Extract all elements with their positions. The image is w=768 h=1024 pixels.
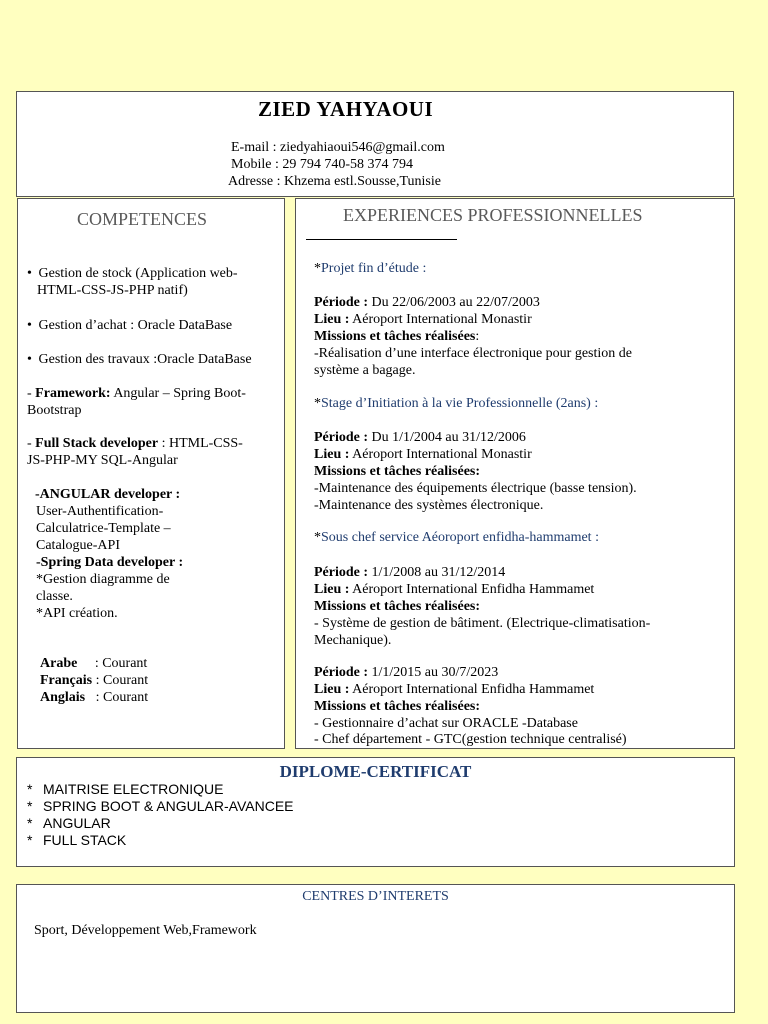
mobile-value: 29 794 740-58 374 794 (282, 157, 414, 172)
exp-3-lieu: Lieu : Aéroport International Enfidha Hammamet (314, 582, 595, 597)
experiences-title: EXPERIENCES PROFESSIONNELLES (343, 205, 643, 225)
bullet-icon: • (27, 318, 32, 333)
address-line: Adresse : Khzema estl.Sousse,Tunisie (228, 174, 441, 189)
exp-1-mission-2: système a bagage. (314, 363, 416, 378)
exp-3-title: *Sous chef service Aéoroport enfidha-hammamet : (314, 530, 599, 545)
exp-3-missions-label: Missions et tâches réalisées: (314, 599, 481, 614)
diplome-item: * MAITRISE ELECTRONIQUE (27, 781, 224, 797)
bullet-icon: • (27, 352, 32, 367)
exp-4-lieu: Lieu : Aéroport International Enfidha Hammamet (314, 682, 595, 697)
exp-1-title: *Projet fin d’étude : (314, 261, 427, 276)
title-underline (306, 239, 457, 240)
email-line: E-mail : ziedyahiaoui546@gmail.com (231, 140, 445, 155)
skill-fullstack-cont: JS-PHP-MY SQL-Angular (27, 453, 178, 468)
exp-4-mission-2: - Chef département - GTC(gestion technique centralisé) (314, 732, 627, 747)
exp-2-title: *Stage d’Initiation à la vie Professionnelle (2ans) : (314, 396, 599, 411)
experiences-box (295, 198, 735, 749)
angular-label: -ANGULAR developer : (35, 487, 181, 502)
skill-framework: - Framework: Angular – Spring Boot- (27, 386, 246, 401)
address-value: Khzema estl.Sousse,Tunisie (284, 174, 441, 189)
email-value: ziedyahiaoui546@gmail.com (280, 140, 445, 155)
exp-1-lieu: Lieu : Aéroport International Monastir (314, 312, 532, 327)
spring-line-3: *API création. (36, 606, 118, 621)
exp-2-period: Période : Du 1/1/2004 au 31/12/2006 (314, 430, 526, 445)
asterisk-icon: * (27, 815, 33, 831)
header-box (16, 91, 734, 197)
skill-fullstack: - Full Stack developer : HTML-CSS- (27, 436, 243, 451)
diplome-item: * FULL STACK (27, 832, 127, 848)
diplome-list (27, 781, 294, 849)
asterisk-icon: * (27, 781, 33, 797)
asterisk-icon: * (27, 798, 33, 814)
full-name: ZIED YAHYAOUI (258, 97, 434, 121)
exp-3-period: Période : 1/1/2008 au 31/12/2014 (314, 565, 506, 580)
exp-4-missions-label: Missions et tâches réalisées: (314, 699, 481, 714)
spring-line-1: *Gestion diagramme de (36, 572, 170, 587)
exp-1-period: Période : Du 22/06/2003 au 22/07/2003 (314, 295, 540, 310)
diplome-item: * ANGULAR (27, 815, 111, 831)
exp-3-mission-2: Mechanique). (314, 633, 392, 648)
exp-3-mission-1: - Système de gestion de bâtiment. (Electrique-climatisation- (314, 616, 651, 631)
diplome-box (16, 757, 735, 867)
centres-text: Sport, Développement Web,Framework (34, 923, 257, 938)
contact-block (228, 139, 445, 190)
language-row: Arabe : Courant (40, 656, 148, 671)
asterisk-icon: * (27, 832, 33, 848)
skill-achat: • Gestion d’achat : Oracle DataBase (27, 318, 233, 333)
spring-line-2: classe. (36, 589, 73, 604)
skill-stock-cont: HTML-CSS-JS-PHP natif) (37, 283, 188, 298)
angular-line-1: User-Authentification- (36, 504, 164, 519)
competences-title: COMPETENCES (77, 209, 208, 229)
bullet-icon: • (27, 266, 32, 281)
language-row: Anglais : Courant (40, 690, 149, 705)
diplome-title: DIPLOME-CERTIFICAT (279, 762, 472, 781)
centres-title: CENTRES D’INTERETS (302, 889, 449, 904)
exp-4-mission-1: - Gestionnaire d’achat sur ORACLE -Database (314, 716, 578, 731)
centres-box (16, 884, 735, 1013)
exp-1-mission-1: -Réalisation d’une interface électronique pour gestion de (314, 346, 632, 361)
exp-1-missions-label: Missions et tâches réalisées: (314, 329, 480, 344)
exp-2-lieu: Lieu : Aéroport International Monastir (314, 447, 532, 462)
skill-stock: • Gestion de stock (Application web- (27, 266, 238, 281)
spring-label: -Spring Data developer : (36, 555, 184, 570)
skill-framework-cont: Bootstrap (27, 403, 82, 418)
skill-travaux: • Gestion des travaux :Oracle DataBase (27, 352, 252, 367)
exp-2-mission-2: -Maintenance des systèmes électronique. (314, 498, 544, 513)
mobile-line: Mobile : 29 794 740-58 374 794 (231, 157, 414, 172)
exp-2-missions-label: Missions et tâches réalisées: (314, 464, 481, 479)
angular-line-2: Calculatrice-Template – (36, 521, 171, 536)
competences-box (17, 198, 285, 749)
exp-2-mission-1: -Maintenance des équipements électrique (basse tension). (314, 481, 637, 496)
language-row: Français : Courant (40, 673, 149, 688)
exp-4-period: Période : 1/1/2015 au 30/7/2023 (314, 665, 499, 680)
diplome-item: * SPRING BOOT & ANGULAR-AVANCEE (27, 798, 294, 814)
angular-line-3: Catalogue-API (36, 538, 120, 553)
